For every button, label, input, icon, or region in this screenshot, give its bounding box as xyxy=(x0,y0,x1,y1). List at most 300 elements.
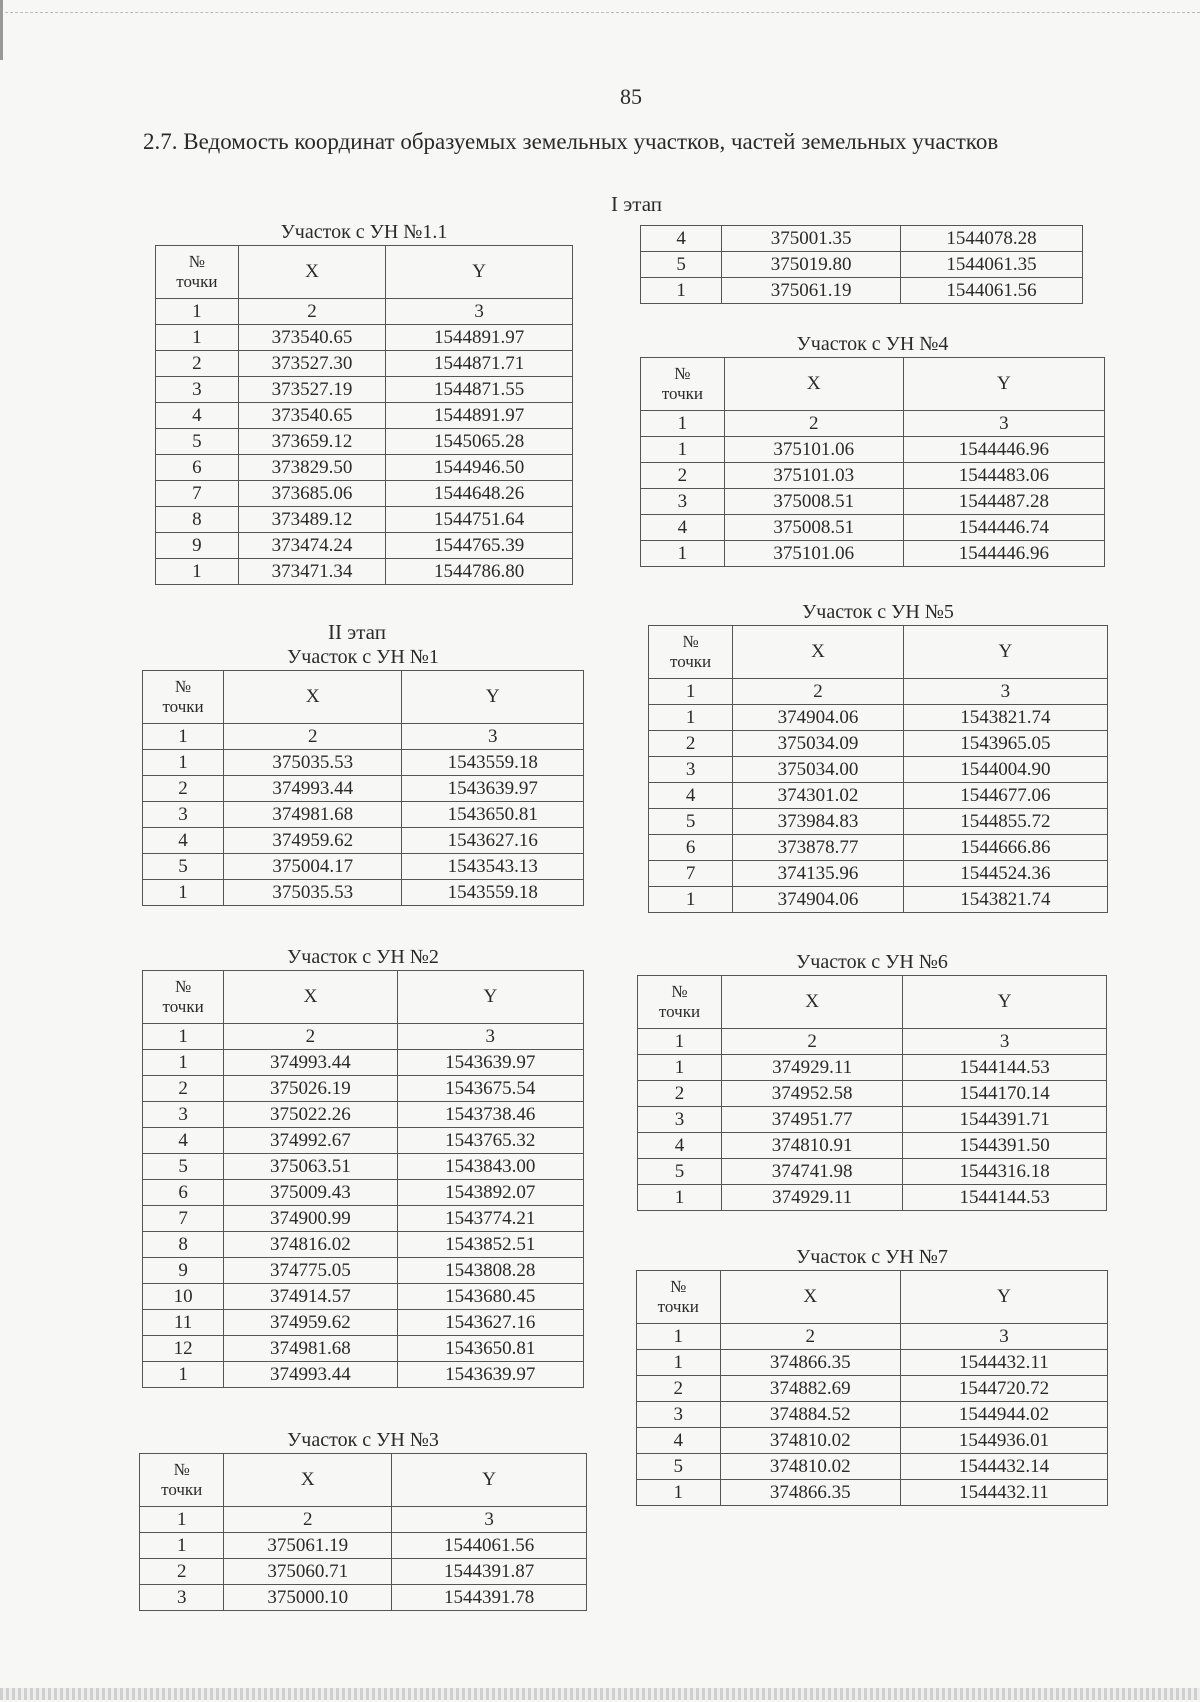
y-coordinate-cell: 1544061.35 xyxy=(901,252,1083,278)
y-coordinate-cell: 1543543.13 xyxy=(402,854,584,880)
point-number-cell: 5 xyxy=(637,1454,721,1480)
y-coordinate-cell: 1545065.28 xyxy=(386,429,573,455)
point-number-cell: 1 xyxy=(140,1533,224,1559)
coordinates-table xyxy=(648,625,1108,913)
coordinates-table xyxy=(142,670,584,906)
column-index-cell: 1 xyxy=(156,299,239,325)
header-row xyxy=(143,671,584,724)
x-coordinate-cell: 375034.00 xyxy=(733,757,904,783)
parcel-2 xyxy=(142,945,584,1388)
parcel-6 xyxy=(637,950,1107,1211)
column-index-cell: 2 xyxy=(721,1029,902,1055)
x-coordinate-cell: 375008.51 xyxy=(724,489,903,515)
column-index-cell: 2 xyxy=(224,724,402,750)
column-index-cell: 1 xyxy=(649,679,733,705)
point-number-cell: 4 xyxy=(143,1128,224,1154)
point-number-cell: 1 xyxy=(637,1480,721,1506)
y-coordinate-cell: 1544061.56 xyxy=(392,1533,587,1559)
column-index-row xyxy=(156,299,573,325)
y-coordinate-cell: 1544891.97 xyxy=(386,325,573,351)
x-coordinate-cell: 375101.06 xyxy=(724,437,903,463)
column-index-cell: 2 xyxy=(724,411,903,437)
coordinates-table xyxy=(142,970,584,1388)
y-coordinate-cell: 1544855.72 xyxy=(903,809,1107,835)
x-coordinate-cell: 374929.11 xyxy=(721,1185,902,1211)
y-coordinate-cell: 1544786.80 xyxy=(386,559,573,585)
coordinates-table xyxy=(640,357,1105,567)
y-coordinate-cell: 1543680.45 xyxy=(397,1284,583,1310)
parcel-3-continued xyxy=(640,225,1083,304)
table-row xyxy=(649,887,1108,913)
point-number-cell: 6 xyxy=(156,455,239,481)
column-index-row xyxy=(140,1507,587,1533)
table-row xyxy=(641,437,1105,463)
column-index-cell: 3 xyxy=(392,1507,587,1533)
y-coordinate-cell: 1544871.55 xyxy=(386,377,573,403)
x-coordinate-cell: 373471.34 xyxy=(238,559,386,585)
table-row xyxy=(156,429,573,455)
table-row xyxy=(649,861,1108,887)
y-header: Y xyxy=(402,671,584,724)
x-coordinate-cell: 374959.62 xyxy=(224,1310,397,1336)
point-number-cell: 3 xyxy=(156,377,239,403)
x-coordinate-cell: 375008.51 xyxy=(724,515,903,541)
y-coordinate-cell: 1544946.50 xyxy=(386,455,573,481)
column-index-cell: 3 xyxy=(903,411,1104,437)
y-coordinate-cell: 1544666.86 xyxy=(903,835,1107,861)
point-number-cell: 5 xyxy=(143,854,224,880)
y-coordinate-cell: 1544061.56 xyxy=(901,278,1083,304)
y-coordinate-cell: 1544446.96 xyxy=(903,437,1104,463)
x-coordinate-cell: 375101.06 xyxy=(724,541,903,567)
header-row xyxy=(156,246,573,299)
table-row xyxy=(143,1284,584,1310)
column-index-cell: 3 xyxy=(903,1029,1107,1055)
x-coordinate-cell: 375022.26 xyxy=(224,1102,397,1128)
y-coordinate-cell: 1543965.05 xyxy=(903,731,1107,757)
point-number-cell: 2 xyxy=(649,731,733,757)
table-row xyxy=(638,1133,1107,1159)
y-coordinate-cell: 1544170.14 xyxy=(903,1081,1107,1107)
column-index-cell: 3 xyxy=(397,1024,583,1050)
parcel-5 xyxy=(648,600,1108,913)
column-index-cell: 2 xyxy=(224,1507,392,1533)
x-coordinate-cell: 374884.52 xyxy=(720,1402,900,1428)
table-row xyxy=(143,776,584,802)
point-number-cell: 1 xyxy=(143,1050,224,1076)
table-row xyxy=(143,1336,584,1362)
point-number-cell: 5 xyxy=(641,252,722,278)
section-heading: 2.7. Ведомость координат образуемых земельных участков, частей земельных участков xyxy=(143,129,999,154)
x-coordinate-cell: 374882.69 xyxy=(720,1376,900,1402)
x-coordinate-cell: 375026.19 xyxy=(224,1076,397,1102)
point-number-cell: 1 xyxy=(649,887,733,913)
point-number-cell: 4 xyxy=(641,226,722,252)
table-row xyxy=(143,880,584,906)
x-header: X xyxy=(720,1271,900,1324)
x-coordinate-cell: 373984.83 xyxy=(733,809,904,835)
x-coordinate-cell: 373474.24 xyxy=(238,533,386,559)
y-coordinate-cell: 1544432.14 xyxy=(900,1454,1107,1480)
table-row xyxy=(143,1076,584,1102)
y-header: Y xyxy=(903,358,1104,411)
table-row xyxy=(156,481,573,507)
x-coordinate-cell: 374993.44 xyxy=(224,776,402,802)
parcel-title: Участок с УН №7 xyxy=(796,1246,948,1268)
y-coordinate-cell: 1543821.74 xyxy=(903,705,1107,731)
y-header: Y xyxy=(386,246,573,299)
table-row xyxy=(637,1428,1108,1454)
table-row xyxy=(638,1185,1107,1211)
x-coordinate-cell: 374952.58 xyxy=(721,1081,902,1107)
x-coordinate-cell: 373685.06 xyxy=(238,481,386,507)
table-row xyxy=(156,351,573,377)
x-coordinate-cell: 374301.02 xyxy=(733,783,904,809)
point-number-cell: 3 xyxy=(637,1402,721,1428)
x-coordinate-cell: 375035.53 xyxy=(224,750,402,776)
table-row xyxy=(649,809,1108,835)
table-row xyxy=(143,1206,584,1232)
x-coordinate-cell: 374929.11 xyxy=(721,1055,902,1081)
y-coordinate-cell: 1543627.16 xyxy=(397,1310,583,1336)
x-coordinate-cell: 375101.03 xyxy=(724,463,903,489)
table-row xyxy=(641,463,1105,489)
point-number-cell: 8 xyxy=(156,507,239,533)
parcel-3 xyxy=(139,1428,587,1611)
point-number-cell: 3 xyxy=(638,1107,722,1133)
x-coordinate-cell: 374992.67 xyxy=(224,1128,397,1154)
table-row xyxy=(156,403,573,429)
parcel-title: Участок с УН №4 xyxy=(796,333,949,355)
y-coordinate-cell: 1544487.28 xyxy=(903,489,1104,515)
x-coordinate-cell: 375035.53 xyxy=(224,880,402,906)
y-coordinate-cell: 1544391.50 xyxy=(903,1133,1107,1159)
point-number-cell: 4 xyxy=(156,403,239,429)
x-coordinate-cell: 374981.68 xyxy=(224,1336,397,1362)
y-coordinate-cell: 1544751.64 xyxy=(386,507,573,533)
x-coordinate-cell: 374904.06 xyxy=(733,705,904,731)
x-coordinate-cell: 375009.43 xyxy=(224,1180,397,1206)
column-index-cell: 1 xyxy=(140,1507,224,1533)
point-number-cell: 10 xyxy=(143,1284,224,1310)
y-header: Y xyxy=(392,1454,587,1507)
point-number-cell: 3 xyxy=(140,1585,224,1611)
point-number-cell: 2 xyxy=(140,1559,224,1585)
y-coordinate-cell: 1543765.32 xyxy=(397,1128,583,1154)
point-number-cell: 3 xyxy=(143,1102,224,1128)
header-row xyxy=(143,971,584,1024)
y-coordinate-cell: 1543738.46 xyxy=(397,1102,583,1128)
table-row xyxy=(637,1402,1108,1428)
table-row xyxy=(641,278,1083,304)
point-number-cell: 5 xyxy=(649,809,733,835)
point-number-cell: 2 xyxy=(143,776,224,802)
y-coordinate-cell: 1543821.74 xyxy=(903,887,1107,913)
x-coordinate-cell: 373829.50 xyxy=(238,455,386,481)
scan-artifact-top xyxy=(0,0,1200,13)
header-row xyxy=(637,1271,1108,1324)
table-row xyxy=(637,1480,1108,1506)
point-number-cell: 8 xyxy=(143,1232,224,1258)
point-number-header: № точки xyxy=(641,358,725,411)
point-number-cell: 2 xyxy=(641,463,725,489)
x-header: X xyxy=(224,671,402,724)
column-index-cell: 1 xyxy=(638,1029,722,1055)
x-header: X xyxy=(733,626,904,679)
x-coordinate-cell: 374810.91 xyxy=(721,1133,902,1159)
y-coordinate-cell: 1543774.21 xyxy=(397,1206,583,1232)
x-coordinate-cell: 374914.57 xyxy=(224,1284,397,1310)
column-index-row xyxy=(143,1024,584,1050)
table-row xyxy=(641,489,1105,515)
column-index-cell: 1 xyxy=(143,1024,224,1050)
y-coordinate-cell: 1543650.81 xyxy=(402,802,584,828)
parcel-title: Участок с УН №6 xyxy=(796,951,948,973)
point-number-cell: 7 xyxy=(156,481,239,507)
point-number-header: № точки xyxy=(637,1271,721,1324)
table-row xyxy=(156,325,573,351)
table-row xyxy=(143,828,584,854)
point-number-cell: 6 xyxy=(649,835,733,861)
header-row xyxy=(649,626,1108,679)
y-coordinate-cell: 1544432.11 xyxy=(900,1480,1107,1506)
y-coordinate-cell: 1543843.00 xyxy=(397,1154,583,1180)
point-number-header: № точки xyxy=(143,971,224,1024)
x-coordinate-cell: 375019.80 xyxy=(722,252,901,278)
table-row xyxy=(649,835,1108,861)
point-number-cell: 4 xyxy=(143,828,224,854)
table-row xyxy=(638,1055,1107,1081)
y-coordinate-cell: 1544391.87 xyxy=(392,1559,587,1585)
x-coordinate-cell: 373659.12 xyxy=(238,429,386,455)
coordinates-table xyxy=(636,1270,1108,1506)
column-index-row xyxy=(638,1029,1107,1055)
y-coordinate-cell: 1543639.97 xyxy=(402,776,584,802)
x-coordinate-cell: 374816.02 xyxy=(224,1232,397,1258)
point-number-header: № точки xyxy=(649,626,733,679)
y-header: Y xyxy=(900,1271,1107,1324)
y-coordinate-cell: 1544446.74 xyxy=(903,515,1104,541)
x-coordinate-cell: 374866.35 xyxy=(720,1350,900,1376)
x-coordinate-cell: 373527.30 xyxy=(238,351,386,377)
stage-2-label: II этап xyxy=(328,620,386,644)
table-row xyxy=(641,226,1083,252)
x-header: X xyxy=(224,1454,392,1507)
table-row xyxy=(143,1310,584,1336)
y-coordinate-cell: 1544316.18 xyxy=(903,1159,1107,1185)
y-coordinate-cell: 1544144.53 xyxy=(903,1185,1107,1211)
column-index-cell: 1 xyxy=(641,411,725,437)
point-number-cell: 4 xyxy=(637,1428,721,1454)
y-coordinate-cell: 1544004.90 xyxy=(903,757,1107,783)
y-coordinate-cell: 1544144.53 xyxy=(903,1055,1107,1081)
y-coordinate-cell: 1544483.06 xyxy=(903,463,1104,489)
table-row xyxy=(637,1454,1108,1480)
column-index-cell: 2 xyxy=(733,679,904,705)
table-row xyxy=(641,252,1083,278)
parcel-title: Участок с УН №3 xyxy=(287,1429,439,1451)
table-row xyxy=(143,854,584,880)
x-coordinate-cell: 373540.65 xyxy=(238,325,386,351)
point-number-cell: 9 xyxy=(156,533,239,559)
point-number-cell: 5 xyxy=(143,1154,224,1180)
table-row xyxy=(156,533,573,559)
point-number-cell: 5 xyxy=(156,429,239,455)
column-index-row xyxy=(143,724,584,750)
point-number-cell: 2 xyxy=(637,1376,721,1402)
table-row xyxy=(143,750,584,776)
table-row xyxy=(649,783,1108,809)
y-coordinate-cell: 1544648.26 xyxy=(386,481,573,507)
table-row xyxy=(649,705,1108,731)
x-header: X xyxy=(224,971,397,1024)
page-number: 85 xyxy=(620,84,642,109)
y-coordinate-cell: 1544944.02 xyxy=(900,1402,1107,1428)
x-coordinate-cell: 373489.12 xyxy=(238,507,386,533)
point-number-cell: 4 xyxy=(649,783,733,809)
y-coordinate-cell: 1543892.07 xyxy=(397,1180,583,1206)
y-coordinate-cell: 1544720.72 xyxy=(900,1376,1107,1402)
point-number-cell: 1 xyxy=(143,1362,224,1388)
point-number-cell: 3 xyxy=(649,757,733,783)
y-coordinate-cell: 1543675.54 xyxy=(397,1076,583,1102)
x-coordinate-cell: 374810.02 xyxy=(720,1454,900,1480)
y-coordinate-cell: 1543559.18 xyxy=(402,750,584,776)
header-row xyxy=(641,358,1105,411)
column-index-cell: 3 xyxy=(900,1324,1107,1350)
point-number-cell: 4 xyxy=(641,515,725,541)
coordinates-table xyxy=(640,225,1083,304)
x-coordinate-cell: 375000.10 xyxy=(224,1585,392,1611)
y-coordinate-cell: 1543808.28 xyxy=(397,1258,583,1284)
column-index-row xyxy=(637,1324,1108,1350)
y-coordinate-cell: 1543627.16 xyxy=(402,828,584,854)
x-coordinate-cell: 375061.19 xyxy=(224,1533,392,1559)
x-coordinate-cell: 375034.09 xyxy=(733,731,904,757)
point-number-cell: 1 xyxy=(641,278,722,304)
y-coordinate-cell: 1544936.01 xyxy=(900,1428,1107,1454)
point-number-cell: 2 xyxy=(156,351,239,377)
table-row xyxy=(143,1102,584,1128)
x-coordinate-cell: 374993.44 xyxy=(224,1362,397,1388)
point-number-cell: 1 xyxy=(638,1055,722,1081)
x-coordinate-cell: 375061.19 xyxy=(722,278,901,304)
x-coordinate-cell: 374993.44 xyxy=(224,1050,397,1076)
point-number-header: № точки xyxy=(638,976,722,1029)
table-row xyxy=(143,1362,584,1388)
point-number-cell: 1 xyxy=(641,437,725,463)
y-coordinate-cell: 1543852.51 xyxy=(397,1232,583,1258)
x-coordinate-cell: 374981.68 xyxy=(224,802,402,828)
coordinates-table xyxy=(155,245,573,585)
header-row xyxy=(638,976,1107,1029)
x-coordinate-cell: 374741.98 xyxy=(721,1159,902,1185)
point-number-cell: 9 xyxy=(143,1258,224,1284)
x-coordinate-cell: 375004.17 xyxy=(224,854,402,880)
scan-artifact-bottom xyxy=(0,1688,1200,1700)
point-number-cell: 2 xyxy=(638,1081,722,1107)
table-row xyxy=(638,1107,1107,1133)
y-header: Y xyxy=(903,626,1107,679)
table-row xyxy=(641,541,1105,567)
column-index-cell: 1 xyxy=(143,724,224,750)
table-row xyxy=(143,1180,584,1206)
table-row xyxy=(156,559,573,585)
y-coordinate-cell: 1543650.81 xyxy=(397,1336,583,1362)
stage-1-label: I этап xyxy=(611,192,662,216)
parcel-title: Участок с УН №1.1 xyxy=(280,221,448,243)
column-index-cell: 3 xyxy=(402,724,584,750)
point-number-cell: 7 xyxy=(143,1206,224,1232)
column-index-cell: 1 xyxy=(637,1324,721,1350)
point-number-cell: 3 xyxy=(143,802,224,828)
table-row xyxy=(156,377,573,403)
x-header: X xyxy=(238,246,386,299)
table-row xyxy=(143,1154,584,1180)
parcel-1-1 xyxy=(155,220,573,585)
column-index-cell: 3 xyxy=(386,299,573,325)
point-number-cell: 1 xyxy=(649,705,733,731)
point-number-cell: 5 xyxy=(638,1159,722,1185)
x-coordinate-cell: 374900.99 xyxy=(224,1206,397,1232)
y-coordinate-cell: 1543559.18 xyxy=(402,880,584,906)
column-index-cell: 2 xyxy=(720,1324,900,1350)
table-row xyxy=(140,1559,587,1585)
column-index-cell: 3 xyxy=(903,679,1107,705)
table-row xyxy=(143,802,584,828)
y-coordinate-cell: 1544677.06 xyxy=(903,783,1107,809)
point-number-cell: 1 xyxy=(156,325,239,351)
table-row xyxy=(649,731,1108,757)
point-number-cell: 6 xyxy=(143,1180,224,1206)
coordinates-table xyxy=(139,1453,587,1611)
x-coordinate-cell: 374810.02 xyxy=(720,1428,900,1454)
y-coordinate-cell: 1543639.97 xyxy=(397,1362,583,1388)
coordinates-table xyxy=(637,975,1107,1211)
column-index-row xyxy=(649,679,1108,705)
y-coordinate-cell: 1543639.97 xyxy=(397,1050,583,1076)
x-coordinate-cell: 373540.65 xyxy=(238,403,386,429)
point-number-cell: 4 xyxy=(638,1133,722,1159)
table-row xyxy=(637,1350,1108,1376)
point-number-cell: 12 xyxy=(143,1336,224,1362)
point-number-cell: 1 xyxy=(143,750,224,776)
table-row xyxy=(156,507,573,533)
table-row xyxy=(143,1050,584,1076)
point-number-cell: 2 xyxy=(143,1076,224,1102)
point-number-cell: 7 xyxy=(649,861,733,887)
point-number-cell: 3 xyxy=(641,489,725,515)
table-row xyxy=(637,1376,1108,1402)
point-number-cell: 1 xyxy=(637,1350,721,1376)
y-header: Y xyxy=(903,976,1107,1029)
column-index-cell: 2 xyxy=(224,1024,397,1050)
parcel-title: Участок с УН №5 xyxy=(802,601,954,623)
y-coordinate-cell: 1544891.97 xyxy=(386,403,573,429)
point-number-header: № точки xyxy=(140,1454,224,1507)
point-number-header: № точки xyxy=(143,671,224,724)
x-coordinate-cell: 374951.77 xyxy=(721,1107,902,1133)
x-coordinate-cell: 375063.51 xyxy=(224,1154,397,1180)
point-number-cell: 1 xyxy=(143,880,224,906)
parcel-title: Участок с УН №2 xyxy=(287,946,439,968)
x-coordinate-cell: 374959.62 xyxy=(224,828,402,854)
y-coordinate-cell: 1544871.71 xyxy=(386,351,573,377)
table-row xyxy=(143,1232,584,1258)
parcel-7 xyxy=(636,1245,1108,1506)
table-row xyxy=(143,1128,584,1154)
table-row xyxy=(140,1533,587,1559)
